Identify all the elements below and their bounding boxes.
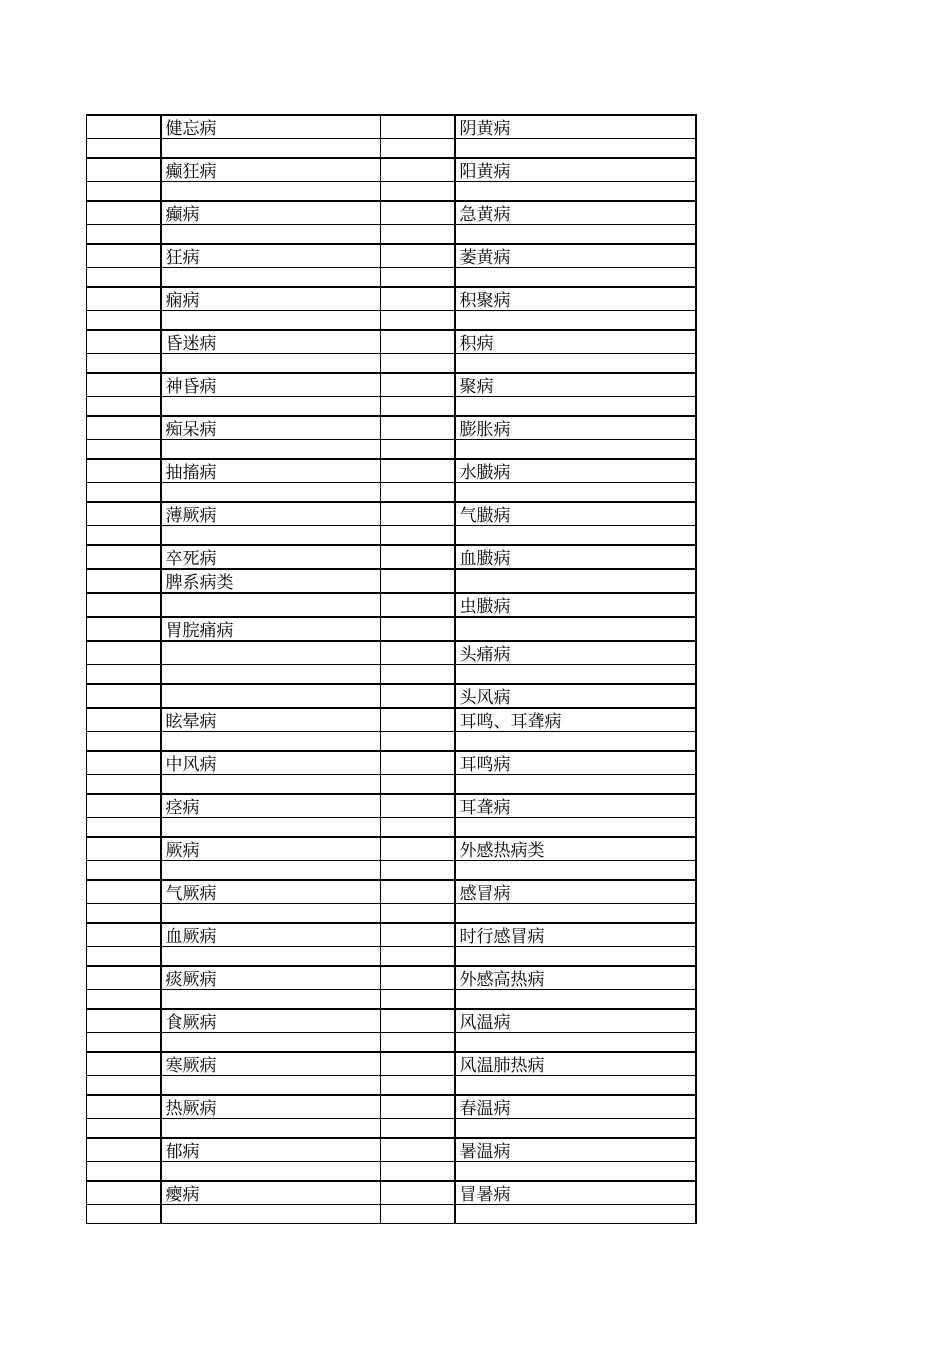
row-index-cell[interactable] — [87, 775, 161, 795]
row-index-cell[interactable] — [87, 1095, 161, 1119]
row-index-cell[interactable] — [381, 1095, 455, 1119]
row-index-cell[interactable] — [381, 158, 455, 182]
row-index-cell[interactable] — [381, 1033, 455, 1053]
row-index-cell[interactable] — [381, 1076, 455, 1096]
disease-name-cell-left[interactable] — [161, 526, 381, 546]
row-index-cell[interactable] — [381, 201, 455, 225]
disease-name-cell-right[interactable]: 感冒病 — [455, 880, 696, 904]
row-index-cell[interactable] — [87, 416, 161, 440]
row-index-cell[interactable] — [381, 139, 455, 159]
disease-name-cell-left[interactable]: 食厥病 — [161, 1009, 381, 1033]
table-row — [87, 966, 696, 990]
row-index-cell[interactable] — [87, 861, 161, 881]
disease-name-cell-right[interactable]: 耳鸣病 — [455, 751, 696, 775]
row-index-cell[interactable] — [87, 990, 161, 1010]
row-index-cell[interactable] — [87, 818, 161, 838]
row-index-cell[interactable] — [381, 373, 455, 397]
row-index-cell[interactable] — [87, 1009, 161, 1033]
disease-name-cell-right[interactable] — [455, 483, 696, 503]
row-index-cell[interactable] — [381, 115, 455, 139]
table-row — [87, 330, 696, 354]
row-index-cell[interactable] — [381, 904, 455, 924]
row-index-cell[interactable] — [381, 354, 455, 374]
row-index-cell[interactable] — [381, 923, 455, 947]
table-row — [87, 1076, 696, 1096]
disease-name-cell-left[interactable]: 痴呆病 — [161, 416, 381, 440]
table-row — [87, 268, 696, 288]
disease-name-cell-left[interactable]: 脾系病类 — [161, 569, 381, 593]
disease-name-cell-right[interactable]: 积聚病 — [455, 287, 696, 311]
row-index-cell[interactable] — [381, 1162, 455, 1182]
disease-name-cell-right[interactable]: 血臌病 — [455, 545, 696, 569]
table-row — [87, 947, 696, 967]
row-index-cell[interactable] — [381, 966, 455, 990]
disease-name-cell-left[interactable]: 中风病 — [161, 751, 381, 775]
disease-name-cell-right[interactable]: 阳黄病 — [455, 158, 696, 182]
row-index-cell[interactable] — [381, 880, 455, 904]
disease-name-cell-right[interactable]: 膨胀病 — [455, 416, 696, 440]
row-index-cell[interactable] — [87, 158, 161, 182]
disease-name-cell-left[interactable]: 气厥病 — [161, 880, 381, 904]
row-index-cell[interactable] — [381, 287, 455, 311]
disease-name-cell-right[interactable]: 风温肺热病 — [455, 1052, 696, 1076]
row-index-cell[interactable] — [381, 641, 455, 665]
disease-name-cell-right[interactable] — [455, 1033, 696, 1053]
row-index-cell[interactable] — [381, 440, 455, 460]
disease-name-cell-left[interactable] — [161, 1119, 381, 1139]
disease-name-cell-right[interactable]: 外感高热病 — [455, 966, 696, 990]
disease-name-cell-left[interactable] — [161, 775, 381, 795]
row-index-cell[interactable] — [87, 923, 161, 947]
row-index-cell[interactable] — [381, 990, 455, 1010]
disease-name-cell-right[interactable] — [455, 861, 696, 881]
table-row — [87, 182, 696, 202]
disease-name-cell-left[interactable] — [161, 1205, 381, 1224]
disease-name-cell-right[interactable]: 冒暑病 — [455, 1181, 696, 1205]
disease-name-cell-right[interactable]: 水臌病 — [455, 459, 696, 483]
row-index-cell[interactable] — [381, 225, 455, 245]
table-row — [87, 1181, 696, 1205]
row-index-cell[interactable] — [381, 244, 455, 268]
row-index-cell[interactable] — [381, 861, 455, 881]
disease-name-cell-right[interactable] — [455, 947, 696, 967]
row-index-cell[interactable] — [87, 287, 161, 311]
row-index-cell[interactable] — [381, 502, 455, 526]
row-index-cell[interactable] — [381, 684, 455, 708]
disease-name-cell-right[interactable]: 聚病 — [455, 373, 696, 397]
disease-name-cell-left[interactable]: 昏迷病 — [161, 330, 381, 354]
table-row — [87, 665, 696, 685]
table-row — [87, 502, 696, 526]
table-row — [87, 641, 696, 665]
row-index-cell[interactable] — [87, 904, 161, 924]
disease-name-cell-right[interactable] — [455, 732, 696, 752]
row-index-cell[interactable] — [381, 1119, 455, 1139]
table-row — [87, 775, 696, 795]
table-row — [87, 684, 696, 708]
disease-name-cell-left[interactable] — [161, 311, 381, 331]
disease-name-cell-left[interactable]: 神昏病 — [161, 373, 381, 397]
row-index-cell[interactable] — [381, 794, 455, 818]
table-row — [87, 1162, 696, 1182]
row-index-cell[interactable] — [87, 244, 161, 268]
table-row — [87, 311, 696, 331]
row-index-cell[interactable] — [87, 947, 161, 967]
table-row — [87, 158, 696, 182]
table-row — [87, 751, 696, 775]
table-row — [87, 880, 696, 904]
disease-name-cell-left[interactable]: 痰厥病 — [161, 966, 381, 990]
table-row — [87, 1119, 696, 1139]
disease-name-cell-left[interactable]: 卒死病 — [161, 545, 381, 569]
table-row — [87, 837, 696, 861]
table-row — [87, 115, 696, 139]
disease-name-cell-left[interactable] — [161, 732, 381, 752]
table-row — [87, 397, 696, 417]
row-index-cell[interactable] — [87, 708, 161, 732]
disease-name-cell-left[interactable]: 狂病 — [161, 244, 381, 268]
row-index-cell[interactable] — [87, 732, 161, 752]
row-index-cell[interactable] — [381, 593, 455, 617]
disease-name-cell-left[interactable] — [161, 182, 381, 202]
table-row — [87, 440, 696, 460]
row-index-cell[interactable] — [87, 373, 161, 397]
row-index-cell[interactable] — [381, 617, 455, 641]
disease-name-cell-right[interactable] — [455, 440, 696, 460]
disease-name-cell-left[interactable]: 痫病 — [161, 287, 381, 311]
row-index-cell[interactable] — [381, 665, 455, 685]
disease-name-cell-left[interactable] — [161, 139, 381, 159]
disease-name-cell-right[interactable] — [455, 818, 696, 838]
disease-name-cell-left[interactable] — [161, 1033, 381, 1053]
row-index-cell[interactable] — [381, 775, 455, 795]
row-index-cell[interactable] — [381, 1181, 455, 1205]
row-index-cell[interactable] — [381, 569, 455, 593]
disease-name-cell-left[interactable] — [161, 684, 381, 708]
disease-list-table — [86, 114, 697, 1224]
disease-name-cell-left[interactable] — [161, 1076, 381, 1096]
row-index-cell[interactable] — [381, 751, 455, 775]
table-row — [87, 1205, 696, 1224]
table-row — [87, 139, 696, 159]
disease-name-cell-left[interactable] — [161, 268, 381, 288]
disease-name-cell-right[interactable] — [455, 182, 696, 202]
row-index-cell[interactable] — [381, 1009, 455, 1033]
disease-name-cell-right[interactable]: 阴黄病 — [455, 115, 696, 139]
row-index-cell[interactable] — [381, 818, 455, 838]
disease-name-cell-right[interactable] — [455, 1119, 696, 1139]
disease-name-cell-left[interactable]: 癫狂病 — [161, 158, 381, 182]
disease-name-cell-left[interactable] — [161, 593, 381, 617]
row-index-cell[interactable] — [87, 459, 161, 483]
disease-name-cell-right[interactable] — [455, 139, 696, 159]
table-row — [87, 1052, 696, 1076]
row-index-cell[interactable] — [87, 1181, 161, 1205]
table-row — [87, 354, 696, 374]
table-row — [87, 617, 696, 641]
table-row — [87, 416, 696, 440]
row-index-cell[interactable] — [87, 966, 161, 990]
disease-name-cell-left[interactable]: 血厥病 — [161, 923, 381, 947]
table-body — [87, 115, 696, 1224]
row-index-cell[interactable] — [87, 569, 161, 593]
row-index-cell[interactable] — [87, 268, 161, 288]
row-index-cell[interactable] — [381, 1205, 455, 1224]
row-index-cell[interactable] — [87, 880, 161, 904]
disease-name-cell-left[interactable] — [161, 904, 381, 924]
row-index-cell[interactable] — [87, 115, 161, 139]
row-index-cell[interactable] — [381, 182, 455, 202]
disease-name-cell-right[interactable] — [455, 665, 696, 685]
row-index-cell[interactable] — [87, 617, 161, 641]
disease-name-cell-right[interactable] — [455, 225, 696, 245]
disease-name-cell-right[interactable] — [455, 775, 696, 795]
disease-name-cell-right[interactable] — [455, 1076, 696, 1096]
table-row — [87, 861, 696, 881]
disease-name-cell-right[interactable]: 萎黄病 — [455, 244, 696, 268]
row-index-cell[interactable] — [87, 751, 161, 775]
disease-name-cell-left[interactable] — [161, 818, 381, 838]
disease-name-cell-right[interactable]: 外感热病类 — [455, 837, 696, 861]
disease-name-cell-right[interactable]: 虫臌病 — [455, 593, 696, 617]
disease-name-cell-right[interactable]: 头风病 — [455, 684, 696, 708]
table-row — [87, 818, 696, 838]
row-index-cell[interactable] — [87, 330, 161, 354]
table-row — [87, 373, 696, 397]
disease-name-cell-left[interactable]: 热厥病 — [161, 1095, 381, 1119]
row-index-cell[interactable] — [87, 182, 161, 202]
row-index-cell[interactable] — [87, 1138, 161, 1162]
row-index-cell[interactable] — [381, 708, 455, 732]
disease-name-cell-right[interactable]: 积病 — [455, 330, 696, 354]
disease-name-cell-right[interactable] — [455, 311, 696, 331]
disease-name-cell-left[interactable] — [161, 397, 381, 417]
disease-name-cell-right[interactable] — [455, 617, 696, 641]
table-row — [87, 1033, 696, 1053]
row-index-cell[interactable] — [87, 397, 161, 417]
disease-name-cell-left[interactable]: 眩晕病 — [161, 708, 381, 732]
disease-name-cell-right[interactable] — [455, 354, 696, 374]
row-index-cell[interactable] — [381, 483, 455, 503]
row-index-cell[interactable] — [87, 225, 161, 245]
table-row — [87, 990, 696, 1010]
row-index-cell[interactable] — [87, 1033, 161, 1053]
row-index-cell[interactable] — [381, 330, 455, 354]
row-index-cell[interactable] — [87, 837, 161, 861]
row-index-cell[interactable] — [381, 837, 455, 861]
row-index-cell[interactable] — [87, 1162, 161, 1182]
table-row — [87, 732, 696, 752]
row-index-cell[interactable] — [87, 201, 161, 225]
table-row — [87, 794, 696, 818]
table-row — [87, 569, 696, 593]
row-index-cell[interactable] — [381, 416, 455, 440]
table-row — [87, 1095, 696, 1119]
row-index-cell[interactable] — [87, 593, 161, 617]
row-index-cell[interactable] — [381, 947, 455, 967]
row-index-cell[interactable] — [87, 545, 161, 569]
row-index-cell[interactable] — [87, 483, 161, 503]
row-index-cell[interactable] — [87, 139, 161, 159]
row-index-cell[interactable] — [381, 1052, 455, 1076]
row-index-cell[interactable] — [87, 440, 161, 460]
row-index-cell[interactable] — [87, 665, 161, 685]
table-row — [87, 545, 696, 569]
disease-name-cell-left[interactable] — [161, 225, 381, 245]
row-index-cell[interactable] — [87, 311, 161, 331]
disease-name-cell-left[interactable] — [161, 1162, 381, 1182]
disease-name-cell-left[interactable]: 瘿病 — [161, 1181, 381, 1205]
row-index-cell[interactable] — [87, 502, 161, 526]
disease-name-cell-right[interactable] — [455, 1205, 696, 1224]
disease-name-cell-left[interactable] — [161, 483, 381, 503]
table-row — [87, 708, 696, 732]
disease-name-cell-right[interactable]: 急黄病 — [455, 201, 696, 225]
disease-name-cell-left[interactable] — [161, 990, 381, 1010]
table-row — [87, 904, 696, 924]
row-index-cell[interactable] — [87, 1119, 161, 1139]
disease-name-cell-left[interactable] — [161, 440, 381, 460]
table-row — [87, 225, 696, 245]
row-index-cell[interactable] — [381, 268, 455, 288]
disease-name-cell-right[interactable]: 时行感冒病 — [455, 923, 696, 947]
disease-name-cell-left[interactable] — [161, 665, 381, 685]
table-row — [87, 459, 696, 483]
row-index-cell[interactable] — [381, 732, 455, 752]
disease-name-cell-right[interactable] — [455, 268, 696, 288]
disease-name-cell-right[interactable] — [455, 1162, 696, 1182]
disease-name-cell-left[interactable]: 癫病 — [161, 201, 381, 225]
row-index-cell[interactable] — [381, 311, 455, 331]
row-index-cell[interactable] — [381, 526, 455, 546]
disease-name-cell-left[interactable] — [161, 354, 381, 374]
disease-name-cell-right[interactable]: 春温病 — [455, 1095, 696, 1119]
disease-name-cell-right[interactable] — [455, 569, 696, 593]
table-row — [87, 923, 696, 947]
disease-name-cell-left[interactable]: 薄厥病 — [161, 502, 381, 526]
row-index-cell[interactable] — [87, 354, 161, 374]
row-index-cell[interactable] — [87, 794, 161, 818]
table-row — [87, 1009, 696, 1033]
disease-name-cell-right[interactable] — [455, 990, 696, 1010]
table-row — [87, 483, 696, 503]
row-index-cell[interactable] — [381, 1138, 455, 1162]
row-index-cell[interactable] — [381, 459, 455, 483]
disease-name-cell-left[interactable] — [161, 947, 381, 967]
disease-name-cell-right[interactable] — [455, 904, 696, 924]
table-row — [87, 526, 696, 546]
table-row — [87, 244, 696, 268]
row-index-cell[interactable] — [87, 1205, 161, 1224]
disease-name-cell-left[interactable]: 胃脘痛病 — [161, 617, 381, 641]
disease-name-cell-left[interactable]: 痉病 — [161, 794, 381, 818]
disease-name-cell-right[interactable]: 耳聋病 — [455, 794, 696, 818]
disease-name-cell-right[interactable]: 耳鸣、耳聋病 — [455, 708, 696, 732]
row-index-cell[interactable] — [381, 545, 455, 569]
disease-name-cell-right[interactable]: 风温病 — [455, 1009, 696, 1033]
row-index-cell[interactable] — [87, 526, 161, 546]
disease-name-cell-left[interactable]: 厥病 — [161, 837, 381, 861]
table-row — [87, 1138, 696, 1162]
disease-name-cell-right[interactable] — [455, 526, 696, 546]
table-row — [87, 287, 696, 311]
row-index-cell[interactable] — [87, 1052, 161, 1076]
table-row — [87, 201, 696, 225]
row-index-cell[interactable] — [87, 1076, 161, 1096]
row-index-cell[interactable] — [87, 641, 161, 665]
disease-name-cell-left[interactable]: 抽搐病 — [161, 459, 381, 483]
table-row — [87, 593, 696, 617]
disease-name-cell-right[interactable]: 头痛病 — [455, 641, 696, 665]
disease-name-cell-left[interactable]: 健忘病 — [161, 115, 381, 139]
disease-name-cell-left[interactable]: 郁病 — [161, 1138, 381, 1162]
disease-name-cell-right[interactable]: 气臌病 — [455, 502, 696, 526]
disease-name-cell-right[interactable] — [455, 397, 696, 417]
disease-name-cell-left[interactable] — [161, 861, 381, 881]
disease-name-cell-left[interactable]: 寒厥病 — [161, 1052, 381, 1076]
row-index-cell[interactable] — [381, 397, 455, 417]
disease-name-cell-left[interactable] — [161, 641, 381, 665]
disease-name-cell-right[interactable]: 暑温病 — [455, 1138, 696, 1162]
row-index-cell[interactable] — [87, 684, 161, 708]
